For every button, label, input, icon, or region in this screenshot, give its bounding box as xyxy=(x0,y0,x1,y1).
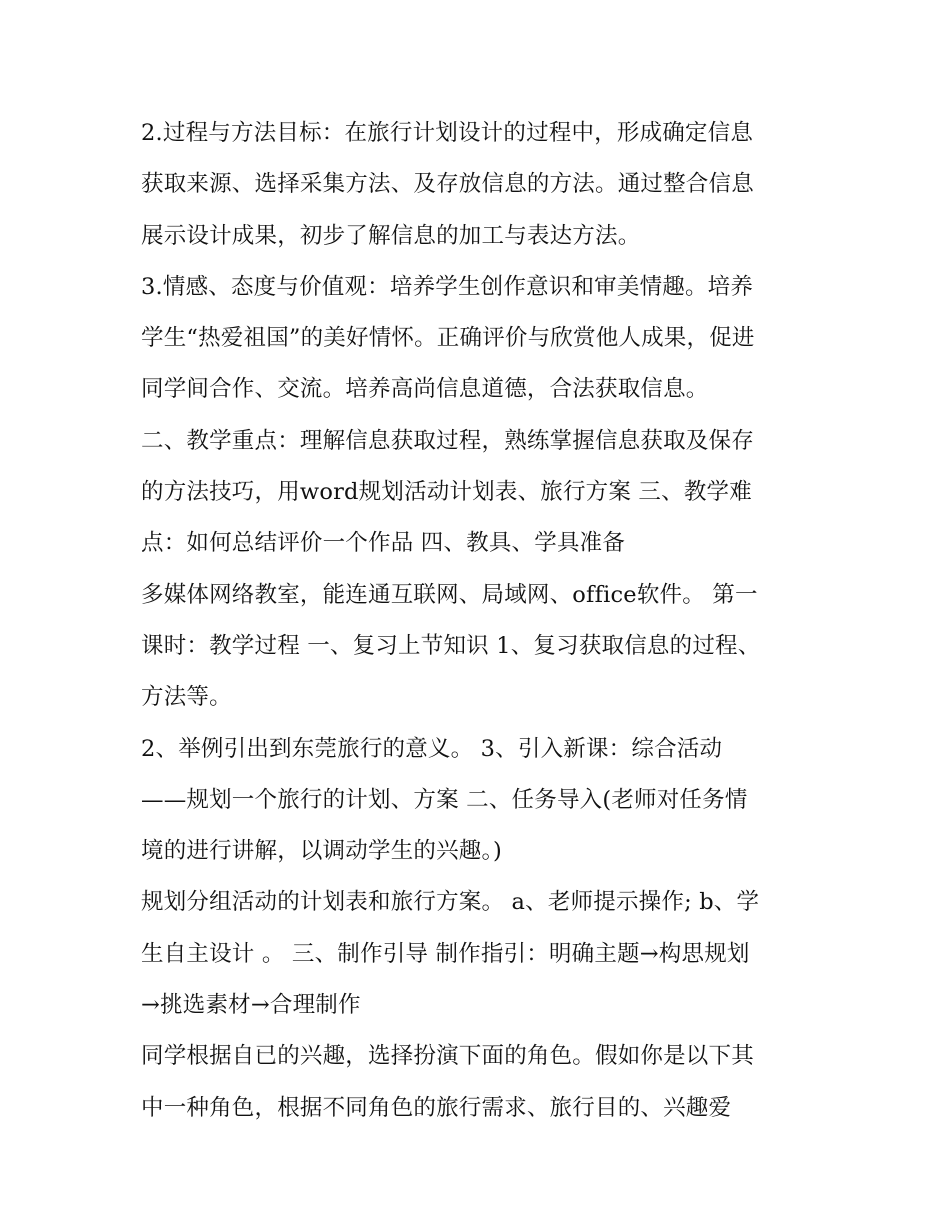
text-line-6: 同学间合作、交流。培养高尚信息道德，合法获取信息。 xyxy=(141,376,709,403)
text-line-7: 二、教学重点：理解信息获取过程，熟练掌握信息获取及保存 xyxy=(141,427,754,454)
text-line-19: 同学根据自已的兴趣，选择扮演下面的角色。假如你是以下其 xyxy=(141,1043,754,1070)
text-line-13: 2、举例引出到东莞旅行的意义。 3、引入新课：综合活动 xyxy=(141,735,723,762)
text-line-8: 的方法技巧，用word规划活动计划表、旅行方案 三、教学难 xyxy=(141,479,752,506)
text-line-17: 生自主设计 。 三、制作引导 制作指引：明确主题→构思规划 xyxy=(141,940,750,967)
document-body xyxy=(141,108,821,1134)
text-line-16: 规划分组活动的计划表和旅行方案。 a、老师提示操作; b、学 xyxy=(141,889,760,916)
text-line-2: 获取来源、选择采集方法、及存放信息的方法。通过整合信息 xyxy=(141,171,754,198)
text-line-15: 境的进行讲解，以调动学生的兴趣。) xyxy=(141,838,502,865)
text-line-4: 3.情感、态度与价值观：培养学生创作意识和审美情趣。培养 xyxy=(141,273,754,300)
text-line-14: ——规划一个旅行的计划、方案 二、任务导入(老师对任务情 xyxy=(141,786,748,813)
text-line-9: 点：如何总结评价一个作品 四、教具、学具准备 xyxy=(141,530,626,557)
text-line-10: 多媒体网络教室，能连通互联网、局域网、office软件。 第一 xyxy=(141,581,758,608)
text-line-20: 中一种角色，根据不同角色的旅行需求、旅行目的、兴趣爱 xyxy=(141,1094,732,1121)
text-line-18: →挑选素材→合理制作 xyxy=(141,992,361,1019)
text-line-12: 方法等。 xyxy=(141,684,232,711)
text-line-3: 展示设计成果，初步了解信息的加工与表达方法。 xyxy=(141,222,641,249)
text-line-5: 学生“热爱祖国”的美好情怀。正确评价与欣赏他人成果，促进 xyxy=(141,325,755,352)
text-line-1: 2.过程与方法目标：在旅行计划设计的过程中，形成确定信息 xyxy=(141,120,754,146)
text-line-11: 课时：教学过程 一、复习上节知识 1、复习获取信息的过程、 xyxy=(141,632,761,659)
